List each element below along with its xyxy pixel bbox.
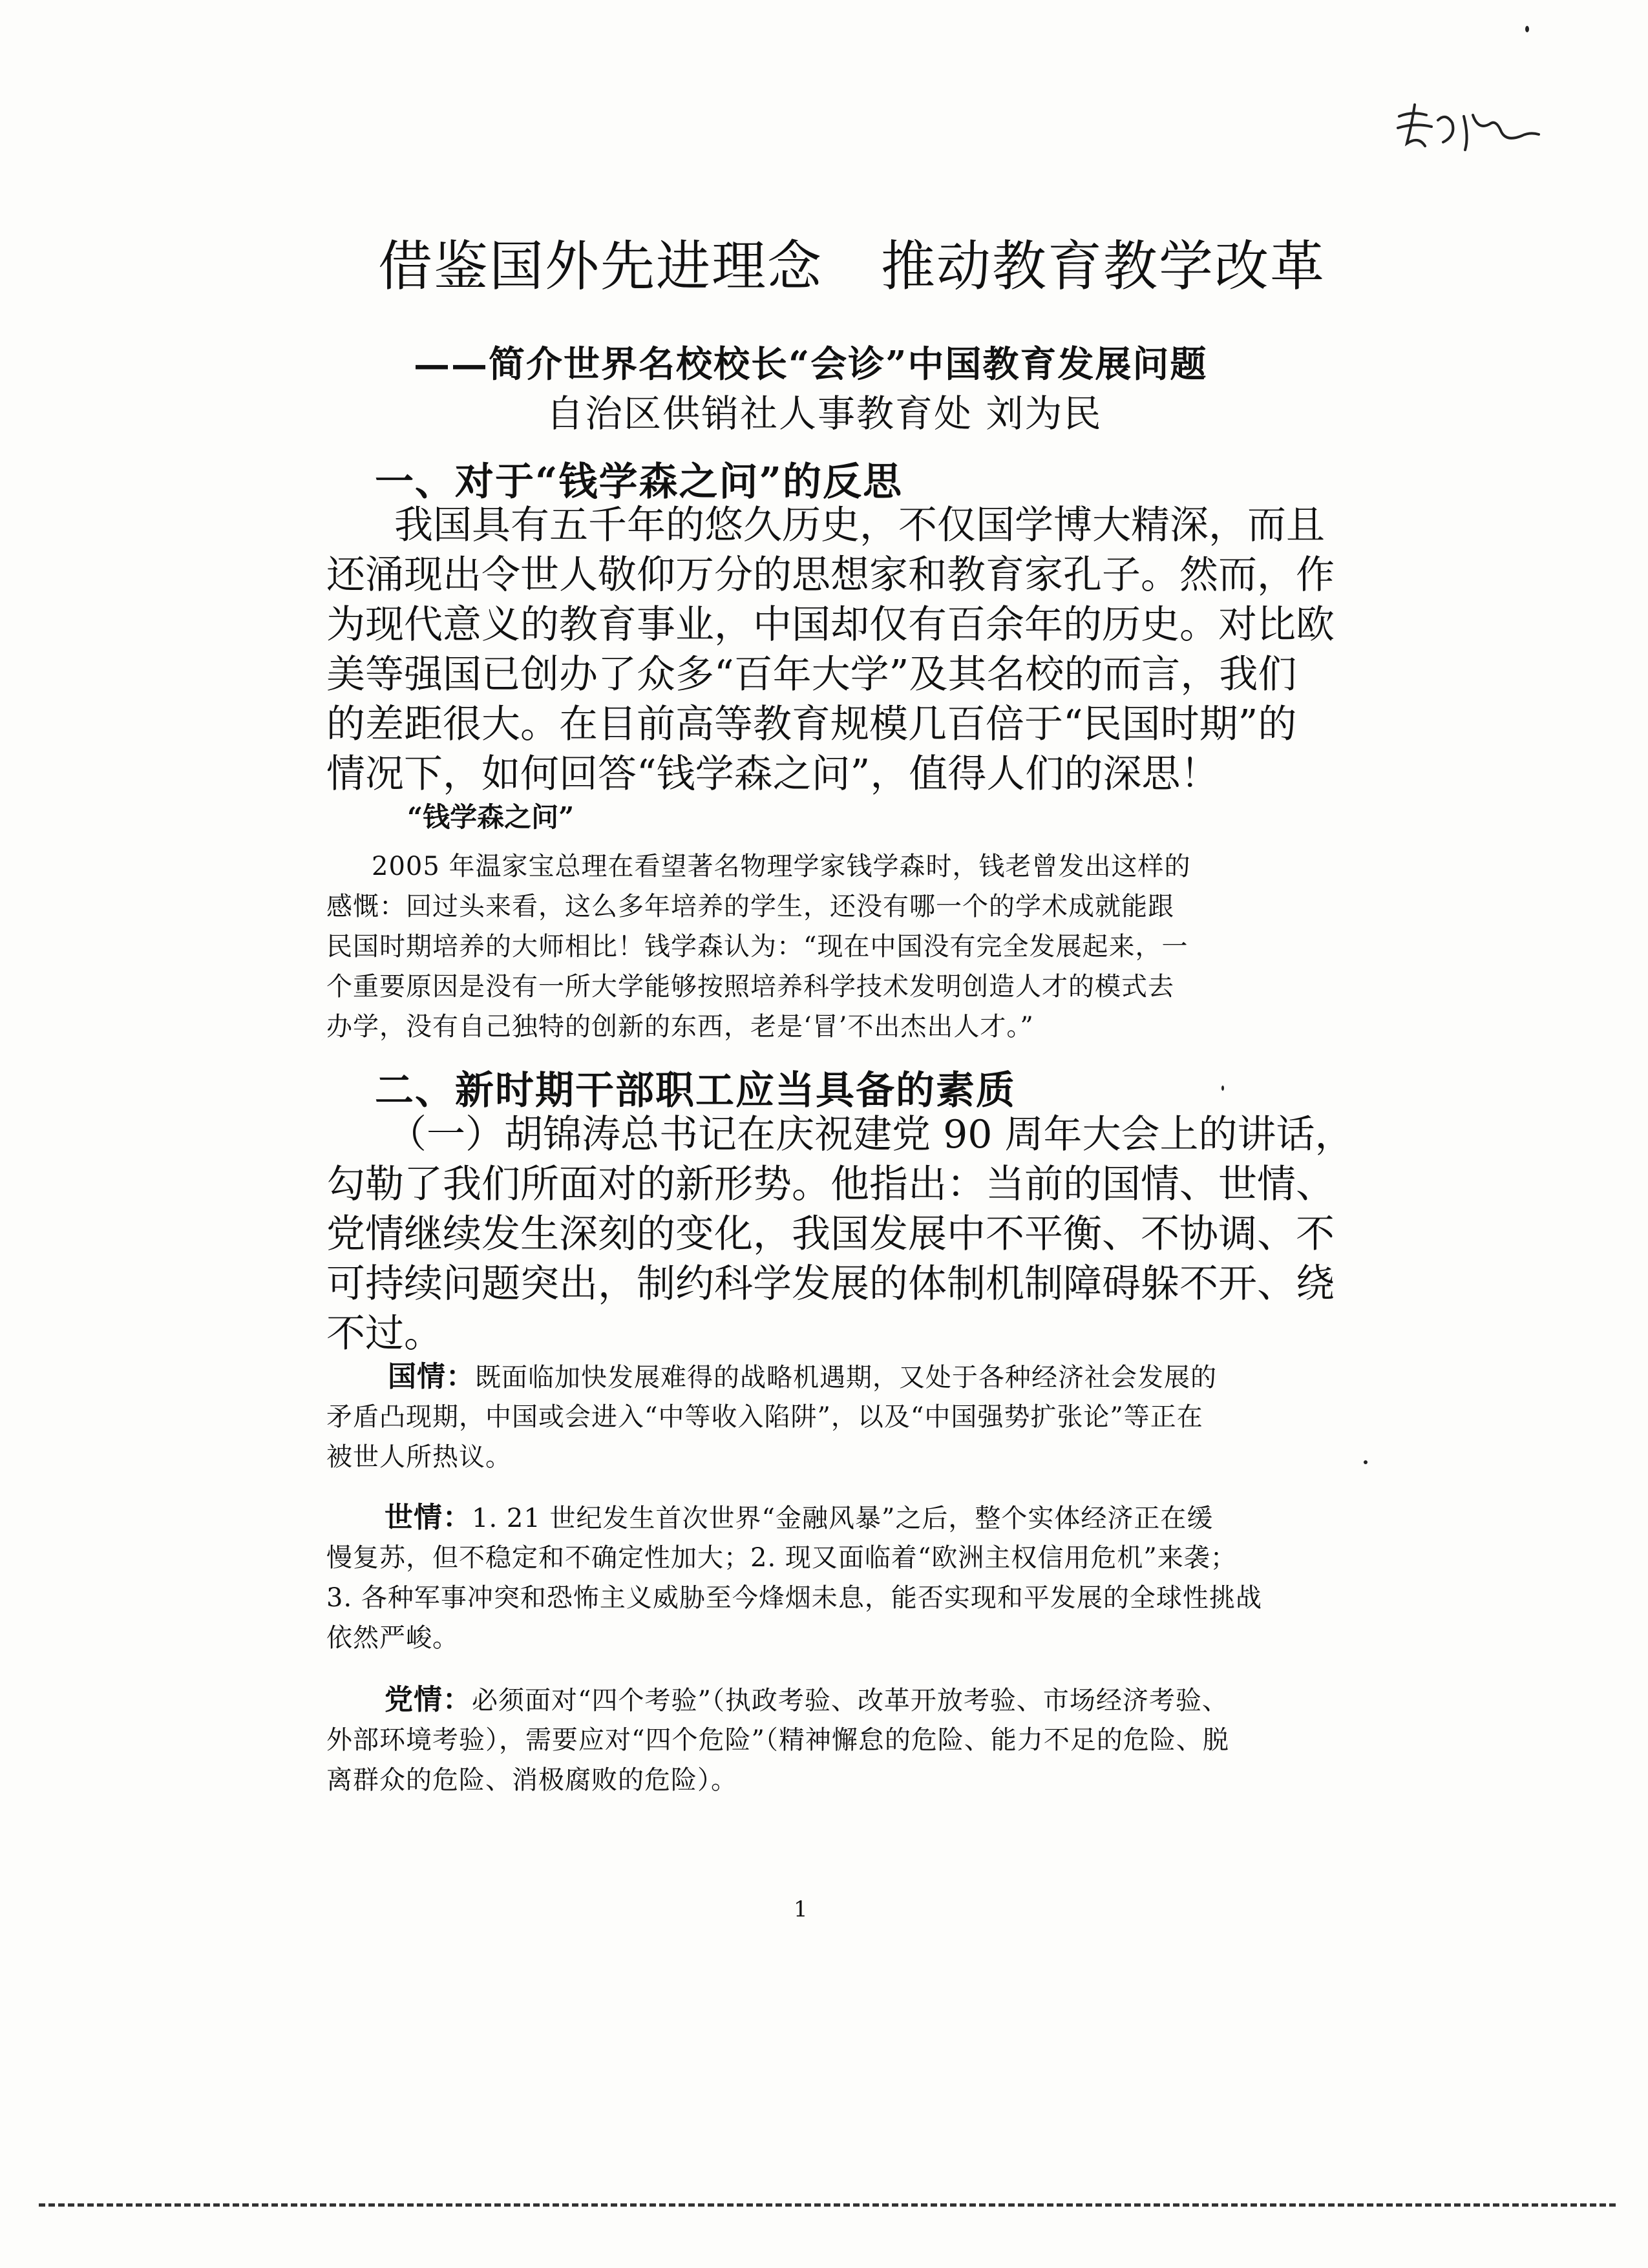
paragraph-line: 党情继续发生深刻的变化，我国发展中不平衡、不协调、不 [326, 1212, 1335, 1257]
guoqing-line: 既面临加快发展难得的战略机遇期，又处于各种经济社会发展的 [475, 1363, 1217, 1392]
dangqing-label: 党情： [385, 1683, 472, 1716]
paragraph-line: 的差距很大。在目前高等教育规模几百倍于“民国时期”的 [326, 702, 1297, 747]
shiqing-label: 世情： [385, 1501, 472, 1534]
page-number: 1 [794, 1896, 808, 1922]
shiqing-block [326, 1498, 1315, 1658]
quote-box-title: “钱学森之问” [407, 801, 575, 833]
section-1-paragraph [326, 501, 1335, 799]
paragraph-line: （一）胡锦涛总书记在庆祝建党 90 周年大会上的讲话， [388, 1112, 1354, 1157]
paragraph-line: 还涌现出令世人敬仰万分的思想家和教育家孔子。然而，作 [326, 552, 1335, 598]
paragraph-line: 不过。 [326, 1311, 443, 1356]
dangqing-block [326, 1680, 1315, 1800]
shiqing-line: 依然严峻。 [326, 1623, 459, 1653]
guoqing-line: 矛盾凸现期，中国或会进入“中等收入陷阱”，以及“中国强势扩张论”等正在 [326, 1402, 1203, 1432]
page-title [378, 223, 1326, 301]
title-part-2: 推动教育教学改革 [881, 235, 1326, 298]
handwritten-signature [1393, 97, 1548, 155]
quote-box-text [326, 846, 1315, 1047]
scan-speck [1221, 1086, 1224, 1091]
paragraph-line: 勾勒了我们所面对的新形势。他指出：当前的国情、世情、 [326, 1162, 1335, 1207]
section-2-paragraph [326, 1110, 1354, 1359]
quote-line: 2005 年温家宝总理在看望著名物理学家钱学森时，钱老曾发出这样的 [372, 852, 1191, 881]
section-2-heading: 二、新时期干部职工应当具备的素质 [375, 1068, 1016, 1113]
shiqing-line: 1. 21 世纪发生首次世界“金融风暴”之后，整个实体经济正在缓 [472, 1504, 1214, 1533]
quote-line: 办学，没有自己独特的创新的东西，老是‘冒’不出杰出人才。” [326, 1012, 1034, 1042]
guoqing-label: 国情： [388, 1360, 475, 1393]
shiqing-line: 慢复苏，但不稳定和不确定性加大；2. 现又面临着“欧洲主权信用危机”来袭； [326, 1543, 1237, 1573]
guoqing-line: 被世人所热议。 [326, 1442, 512, 1472]
paragraph-line: 情况下，如何回答“钱学森之问”，值得人们的深思！ [326, 751, 1220, 797]
paragraph-line: 为现代意义的教育事业，中国却仅有百余年的历史。对比欧 [326, 602, 1335, 647]
section-1-heading: 一、对于“钱学森之问”的反思 [375, 459, 903, 505]
dangqing-line: 外部环境考验），需要应对“四个危险”（精神懈怠的危险、能力不足的危险、脱 [326, 1725, 1229, 1755]
subtitle: ——简介世界名校校长“会诊”中国教育发展问题 [414, 343, 1208, 386]
dangqing-line: 必须面对“四个考验”（执政考验、改革开放考验、市场经济考验、 [472, 1686, 1229, 1716]
quote-line: 个重要原因是没有一所大学能够按照培养科学技术发明创造人才的模式去 [326, 972, 1174, 1002]
dangqing-line: 离群众的危险、消极腐败的危险）。 [326, 1765, 737, 1795]
paragraph-line: 美等强国已创办了众多“百年大学”及其名校的而言，我们 [326, 652, 1297, 697]
scan-edge-line [39, 2203, 1616, 2207]
title-part-1: 借鉴国外先进理念 [378, 235, 823, 298]
paragraph-line: 可持续问题突出，制约科学发展的体制机制障碍躲不开、绕 [326, 1261, 1335, 1307]
quote-line: 民国时期培养的大师相比！钱学森认为：“现在中国没有完全发展起来，一 [326, 932, 1188, 961]
guoqing-block [326, 1357, 1315, 1477]
quote-line: 感慨：回过头来看，这么多年培养的学生，还没有哪一个的学术成就能跟 [326, 892, 1174, 921]
paragraph-line: 我国具有五千年的悠久历史，不仅国学博大精深，而且 [394, 503, 1325, 548]
shiqing-line: 3. 各种军事冲突和恐怖主义威胁至今烽烟未息，能否实现和平发展的全球性挑战 [326, 1583, 1262, 1613]
scan-speck [1525, 26, 1529, 32]
scan-speck [1364, 1460, 1368, 1464]
author-line: 自治区供销社人事教育处 刘为民 [546, 392, 1103, 436]
